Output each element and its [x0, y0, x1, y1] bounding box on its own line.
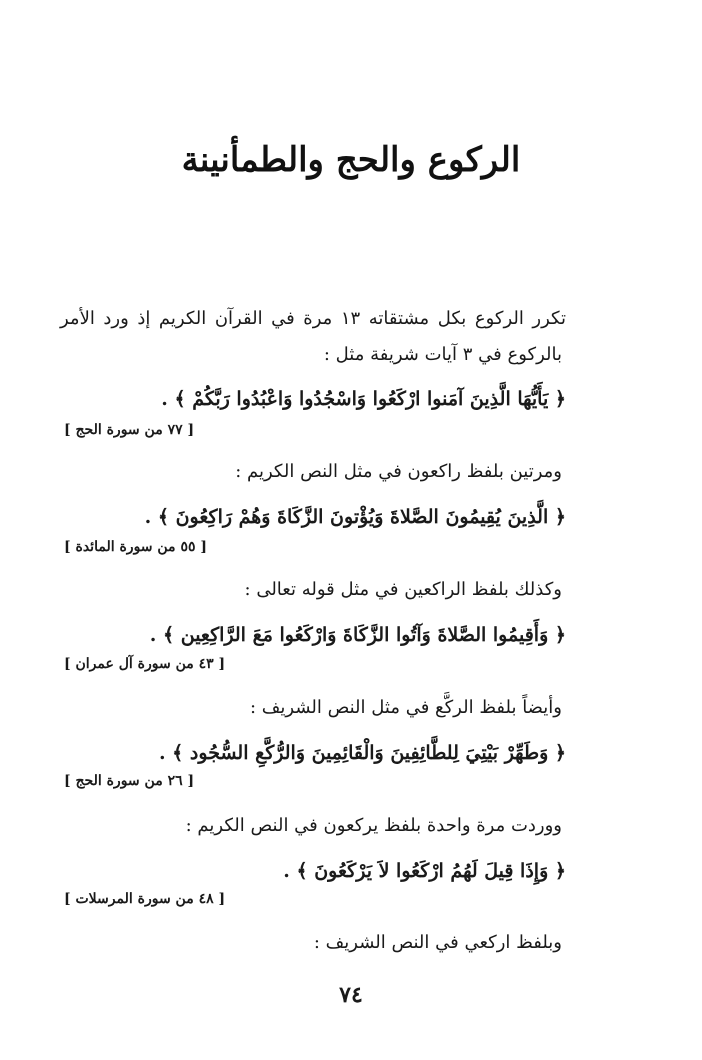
verse-2-reference: [ ٥٥ من سورة المائدة ]	[64, 539, 207, 555]
verse-1-reference: [ ٧٧ من سورة الحج ]	[64, 422, 195, 438]
page-number: ٧٤	[339, 982, 363, 1008]
intro-line-2: بالركوع في ٣ آيات شريفة مثل :	[323, 344, 562, 365]
verse-1: ﴿ يَأَيُّهَا الَّذِينَ آمَنوا ارْكَعُوا وَاسْجُدُوا وَاعْبُدُوا رَبَّكُمْ ﴾ .	[161, 388, 566, 410]
page-title: الركوع والحج والطمأنينة	[181, 140, 521, 180]
lead-text-3: وكذلك بلفظ الراكعين في مثل قوله تعالى :	[244, 579, 562, 600]
lead-text-2: ومرتين بلفظ راكعون في مثل النص الكريم :	[235, 461, 562, 482]
verse-5: ﴿ وَإِذَا قِيلَ لَهُمُ ارْكَعُوا لاَ يَرْكَعُونَ ﴾ .	[283, 860, 566, 882]
verse-3: ﴿ وَأَقِيمُوا الصَّلاةَ وَآتُوا الزَّكَاةَ وَارْكَعُوا مَعَ الرَّاكِعِين ﴾ .	[149, 624, 566, 646]
intro-line-1: تكرر الركوع بكل مشتقاته ١٣ مرة في القرآن الكريم إذ ورد الأمر	[60, 308, 566, 329]
verse-3-reference: [ ٤٣ من سورة آل عمران ]	[64, 656, 226, 672]
verse-4: ﴿ وَطَهِّرْ بَيْتِيَ لِلطَّائِفِينَ وَالْقَائِمِينَ وَالرُّكَّعِ السُّجُود ﴾ .	[158, 742, 566, 764]
verse-2: ﴿ الَّذِينَ يُقِيمُونَ الصَّلاةَ وَيُؤْتونَ الزَّكَاةَ وَهُمْ رَاكِعُونَ ﴾ .	[144, 506, 566, 528]
verse-4-reference: [ ٢٦ من سورة الحج ]	[64, 773, 195, 789]
verse-5-reference: [ ٤٨ من سورة المرسلات ]	[64, 891, 226, 907]
lead-text-6: وبلفظ اركعي في النص الشريف :	[313, 932, 562, 953]
lead-text-5: ووردت مرة واحدة بلفظ يركعون في النص الكريم :	[185, 815, 562, 836]
lead-text-4: وأيضاً بلفظ الركَّع في مثل النص الشريف :	[249, 697, 562, 718]
